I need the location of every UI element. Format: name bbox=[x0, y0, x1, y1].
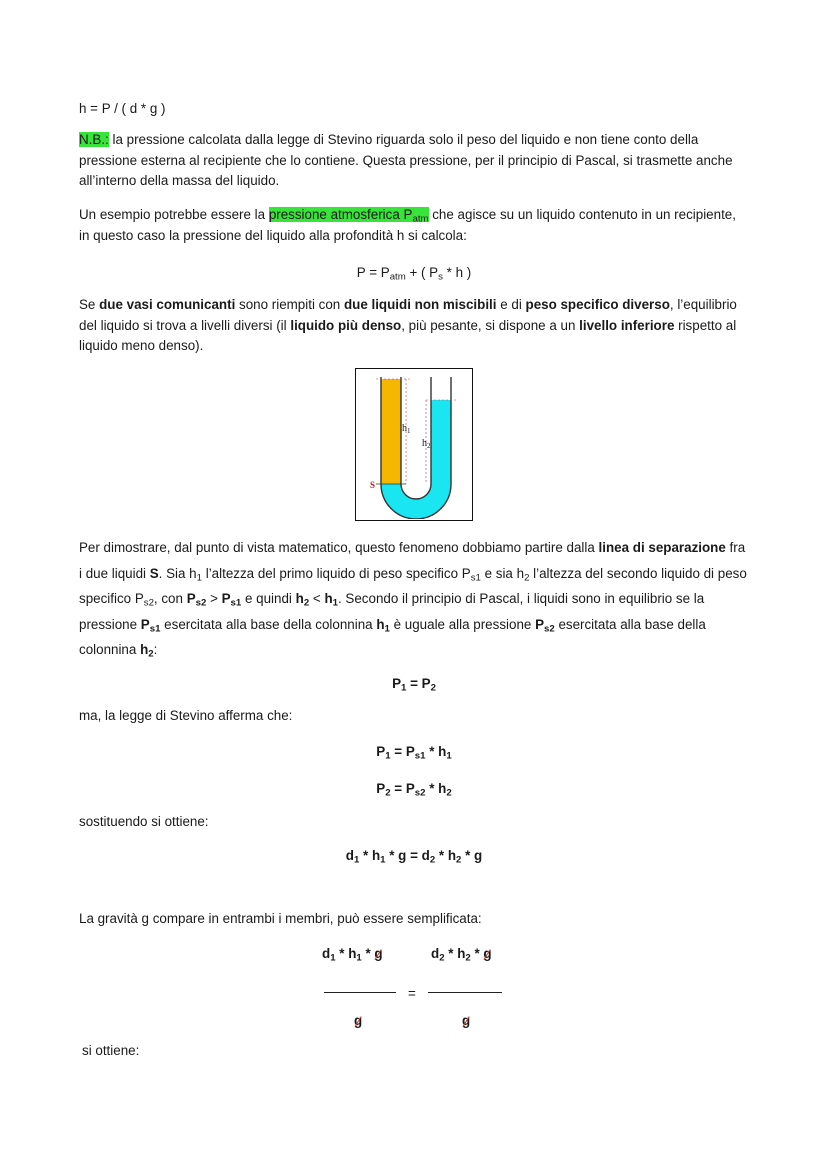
u-tube-diagram bbox=[356, 369, 471, 519]
nb-paragraph bbox=[79, 130, 749, 192]
example-pre: Un esempio potrebbe essere la bbox=[79, 207, 269, 222]
fraction-right-numerator: $d_2 * h_2$ * g bbox=[431, 946, 492, 964]
fraction-left-numerator: $d_1 * h_1$ * g bbox=[322, 946, 383, 964]
fraction-left-denominator: g bbox=[354, 1011, 362, 1032]
label-h1: $h_1$ bbox=[402, 423, 411, 435]
fraction-left-bar bbox=[324, 992, 396, 993]
stevino-text: ma, la legge di Stevino afferma che: bbox=[79, 708, 293, 723]
ottiene-text: si ottiene: bbox=[82, 1043, 140, 1058]
left-liquid bbox=[381, 379, 401, 484]
nb-label: N.B.: bbox=[79, 132, 109, 147]
eq-p2: $P_2 = P_{s2} * h_2$ bbox=[376, 781, 452, 799]
example-highlight: pressione atmosferica $P_{atm}$ bbox=[268, 207, 429, 225]
sostituendo-text: sostituendo si ottiene: bbox=[79, 814, 209, 829]
vasi-paragraph: Se due vasi comunicanti sono riempiti con due liquidi non miscibili e di peso specifico diverso, l’equilibrio del liquido si trova a livelli diversi (il liquido più denso, più pesante, si dispone a un livello inferiore rispetto al liquido meno denso). bbox=[79, 297, 737, 353]
eq-d: $d_1 * h_1 * g = d_2 * h_2 * g$ bbox=[345, 848, 483, 866]
fraction-right-denominator: g bbox=[462, 1011, 470, 1032]
label-h2: $h_2$ bbox=[422, 438, 431, 450]
dimostrare-paragraph: Per dimostrare, dal punto di vista matematico, questo fenomeno dobbiamo partire dalla linea di separazione fra i due liquidi S. Sia $h_1$ l’altezza del primo liquido di peso specifico $P_{s1}$ e sia $h_2$ l’altezza del secondo liquido di peso specifico $P_{s2}$, con $P_{s2} > P_{s1}$ e quindi $h_2 < h_1$. Secondo il principio di Pascal, i liquidi sono in equilibrio se la pressione $P_{s1}$ esercitata alla base della colonnina $h_1$ è uguale alla pressione $P_{s2}$ esercitata alla base della colonnina $h_2$: bbox=[79, 540, 747, 660]
fraction-equals: = bbox=[408, 986, 416, 1001]
u-tube-figure bbox=[355, 368, 473, 521]
gravita-text: La gravità g compare in entrambi i membri, può essere semplificata: bbox=[79, 911, 482, 926]
eq-p1-p2: $P_1 = P_2$ bbox=[392, 676, 436, 694]
fraction-right-bar bbox=[428, 992, 502, 993]
eq-p1: $P_1 = P_{s1} * h_1$ bbox=[376, 744, 452, 762]
formula-patm: $P = P_{atm}$ + ( $P_s$ * h ) bbox=[356, 265, 472, 283]
example-post: che agisce su un liquido contenuto in un recipiente, in questo caso la pressione del liquido alla profondità h si calcola: bbox=[79, 207, 736, 243]
example-paragraph bbox=[79, 205, 749, 246]
label-s: S bbox=[370, 480, 376, 490]
nb-text: la pressione calcolata dalla legge di Stevino riguarda solo il peso del liquido e non tiene conto della pressione esterna al recipiente che lo contiene. Questa pressione, per il principio di Pascal, si trasmette anche all’interno della massa del liquido. bbox=[79, 132, 733, 188]
formula-h: h = P / ( d * g ) bbox=[79, 101, 166, 116]
